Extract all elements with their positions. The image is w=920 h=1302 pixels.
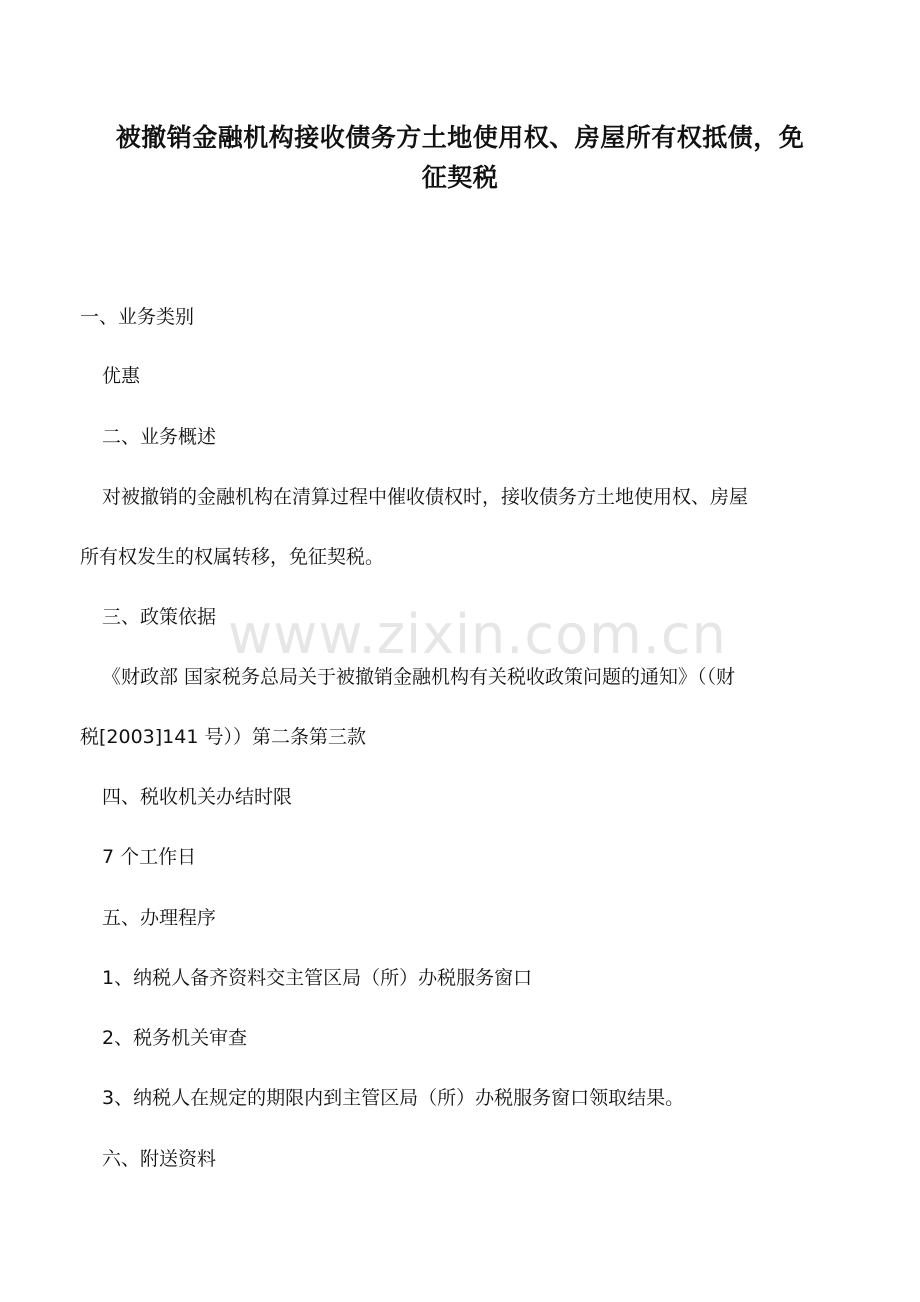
watermark: www.zixin.com.cn [228, 603, 727, 666]
title-line-2: 征契税 [421, 163, 499, 192]
section-heading-5: 五、办理程序 [102, 907, 217, 929]
procedure-step-3: 3、纳税人在规定的期限内到主管区局（所）办税服务窗口领取结果。 [102, 1087, 685, 1109]
section-body-2-line-1: 对被撤销的金融机构在清算过程中催收债权时，接收债务方土地使用权、房屋 [102, 486, 749, 508]
section-body-2-line-2: 所有权发生的权属转移，免征契税。 [80, 546, 385, 568]
section-heading-2: 二、业务概述 [102, 426, 217, 448]
section-body-3-line-1: 《财政部 国家税务总局关于被撤销金融机构有关税收政策问题的通知》（（财 [102, 666, 736, 688]
section-heading-6: 六、附送资料 [102, 1148, 217, 1170]
section-body-4: 7 个工作日 [102, 846, 197, 868]
section-body-3-line-2: 税[2003]141 号））第二条第三款 [80, 726, 366, 748]
procedure-step-1: 1、纳税人备齐资料交主管区局（所）办税服务窗口 [102, 967, 533, 989]
section-heading-3: 三、政策依据 [102, 606, 217, 628]
title-line-1: 被撤销金融机构接收债务方土地使用权、房屋所有权抵债，免 [115, 123, 805, 152]
document-title [70, 118, 850, 198]
section-body-1: 优惠 [102, 365, 141, 387]
section-heading-4: 四、税收机关办结时限 [102, 786, 293, 808]
procedure-step-2: 2、税务机关审查 [102, 1027, 248, 1049]
section-heading-1: 一、业务类别 [80, 306, 195, 328]
